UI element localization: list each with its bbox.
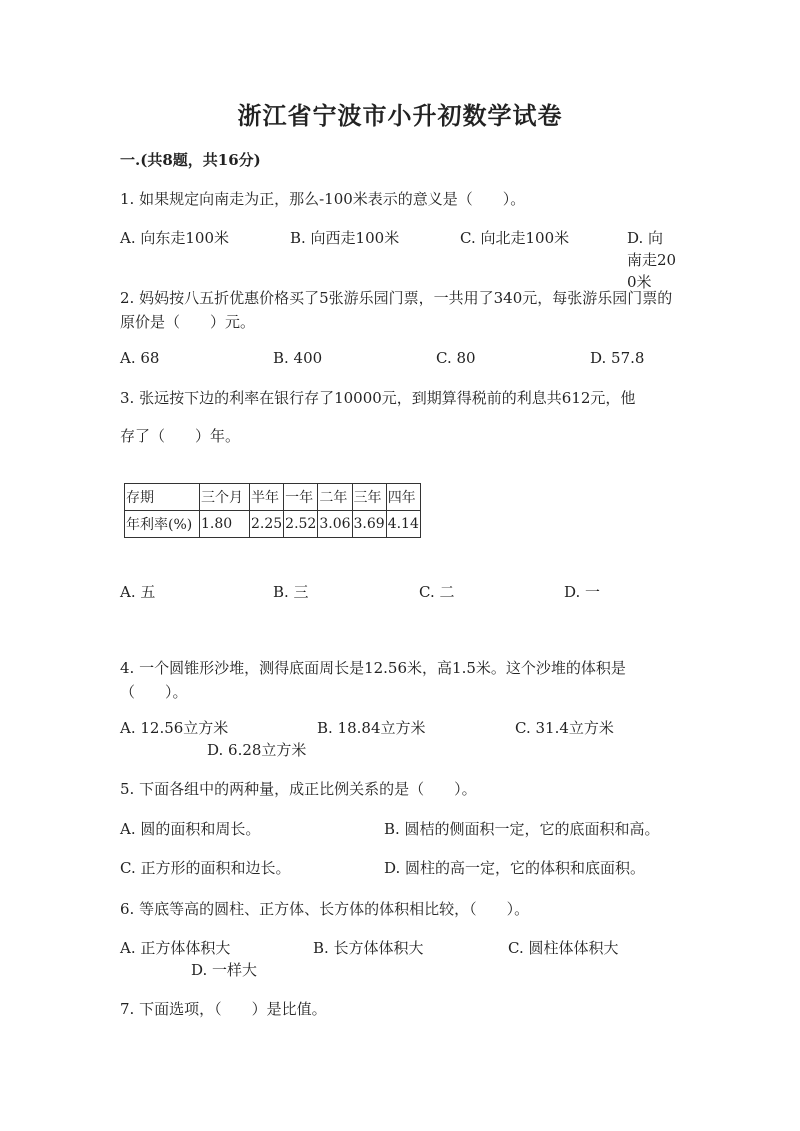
q3-option-a[interactable]: A. 五 (120, 583, 156, 601)
table-cell: 存期 (125, 484, 200, 511)
q6-option-c[interactable]: C. 圆柱体体积大 (508, 939, 619, 957)
q2-option-a[interactable]: A. 68 (120, 349, 160, 367)
table-cell: 一年 (284, 484, 318, 511)
q1-option-a[interactable]: A. 向东走100米 (120, 229, 229, 247)
table-cell: 3.06 (318, 511, 352, 538)
q5-option-b[interactable]: B. 圆桔的侧面积一定，它的底面积和高。 (384, 820, 660, 838)
table-cell: 1.80 (200, 511, 250, 538)
q2-option-b[interactable]: B. 400 (273, 349, 323, 367)
table-cell: 四年 (386, 484, 420, 511)
question-4: 4. 一个圆锥形沙堆，测得底面周长是12.56米，高1.5米。这个沙堆的体积是（ ）。 (120, 659, 626, 701)
q4-option-d[interactable]: D. 6.28立方米 (207, 741, 307, 759)
q3-option-d[interactable]: D. 一 (564, 583, 601, 601)
table-cell: 三年 (352, 484, 386, 511)
q4-option-b[interactable]: B. 18.84立方米 (317, 719, 426, 737)
q1-option-d[interactable] (627, 227, 677, 293)
table-cell: 3.69 (352, 511, 386, 538)
table-cell: 年利率(%) (125, 511, 200, 538)
q1-option-d-text: D. 向南走200米 (627, 229, 677, 291)
table-header-row (125, 484, 421, 511)
table-cell: 2.52 (284, 511, 318, 538)
q4-option-c[interactable]: C. 31.4立方米 (515, 719, 614, 737)
q5-option-d[interactable]: D. 圆柱的高一定，它的体积和底面积。 (384, 859, 646, 877)
page-title: 浙江省宁波市小升初数学试卷 (237, 101, 563, 130)
q2-option-d[interactable]: D. 57.8 (590, 349, 645, 367)
question-7: 7. 下面选项，（ ）是比值。 (120, 1000, 327, 1018)
q2-option-c[interactable]: C. 80 (436, 349, 476, 367)
q5-option-a[interactable]: A. 圆的面积和周长。 (120, 820, 261, 838)
question-1: 1. 如果规定向南走为正，那么-100米表示的意义是（ ）。 (120, 190, 526, 208)
q1-option-c[interactable]: C. 向北走100米 (460, 229, 570, 247)
question-6: 6. 等底等高的圆柱、正方体、长方体的体积相比较，（ ）。 (120, 900, 530, 918)
table-cell: 2.25 (250, 511, 284, 538)
q1-option-b[interactable]: B. 向西走100米 (290, 229, 400, 247)
q6-option-a[interactable]: A. 正方体体积大 (120, 939, 231, 957)
q3-option-b[interactable]: B. 三 (273, 583, 309, 601)
question-2: 2. 妈妈按八五折优惠价格买了5张游乐园门票，一共用了340元，每张游乐园门票的原价是（ ）元。 (120, 289, 673, 331)
question-5: 5. 下面各组中的两种量，成正比例关系的是（ ）。 (120, 780, 477, 798)
table-cell: 三个月 (200, 484, 250, 511)
q4-option-a[interactable]: A. 12.56立方米 (120, 719, 229, 737)
q6-option-b[interactable]: B. 长方体体积大 (313, 939, 424, 957)
question-3-line-2: 存了（ ）年。 (120, 427, 241, 445)
q6-option-d[interactable]: D. 一样大 (191, 961, 258, 979)
table-cell: 半年 (250, 484, 284, 511)
question-3-line-1: 3. 张远按下边的利率在银行存了10000元，到期算得税前的利息共612元，他 (120, 389, 636, 407)
interest-rate-table (124, 483, 421, 538)
table-cell: 4.14 (386, 511, 420, 538)
q5-option-c[interactable]: C. 正方形的面积和边长。 (120, 859, 291, 877)
section-header: 一.(共8题，共16分) (120, 151, 261, 169)
q3-option-c[interactable]: C. 二 (419, 583, 455, 601)
table-cell: 二年 (318, 484, 352, 511)
table-row (125, 511, 421, 538)
